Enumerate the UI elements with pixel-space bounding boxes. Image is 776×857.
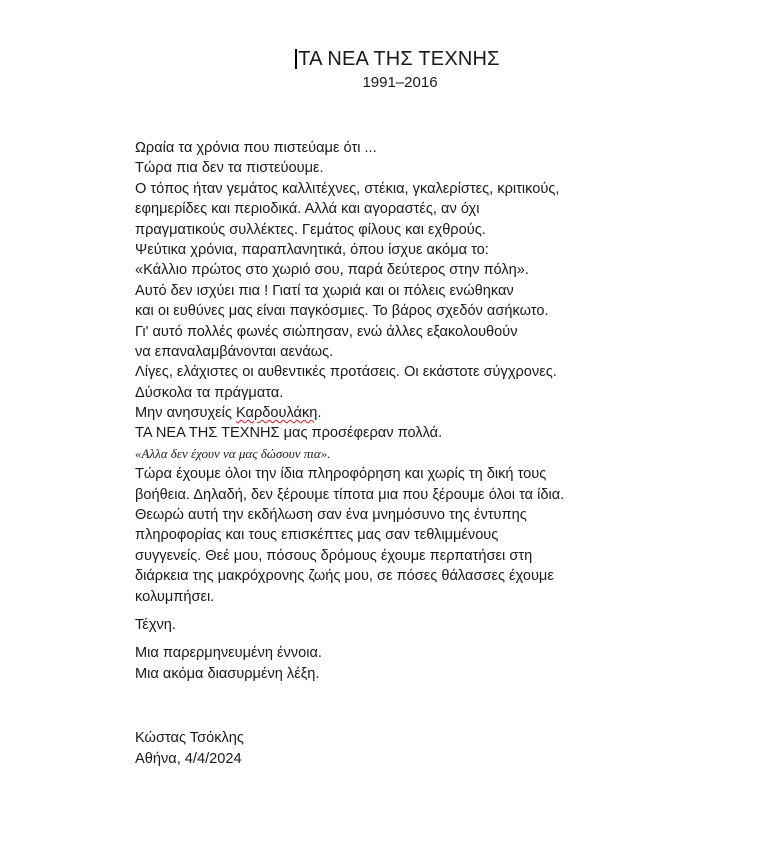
closing-line: Μια παρερμηνευμένη έννοια. [135, 645, 322, 662]
text-line: Ωραία τα χρόνια που πιστεύαμε ότι ... [135, 140, 377, 156]
quote-line: «Αλλα δεν έχουν να μας δώσουν πια». [135, 445, 331, 461]
text-line: Δύσκολα τα πράγματα. [135, 384, 284, 401]
text-line: ΤΑ ΝΕΑ ΤΗΣ ΤΕΧΝΗΣ μας προσέφεραν πολλά. [135, 425, 443, 442]
signature-name: Κώστας Τσόκλης [135, 730, 244, 747]
text-line: πληροφορίας και τους επισκέπτες μας σαν τεθλιμμένους [135, 527, 499, 544]
body-text [135, 138, 695, 769]
signature-place-date: Αθήνα, 4/4/2024 [135, 750, 242, 767]
signature-gap [135, 684, 695, 728]
text-line: Τώρα έχουμε όλοι την ίδια πληροφόρηση και χωρίς τη δική τους [135, 466, 547, 483]
text-line: «Κάλλιο πρώτος στο χωριό σου, παρά δεύτερος στην πόλη». [135, 262, 529, 279]
text-line: Λίγες, ελάχιστες οι αυθεντικές προτάσεις. Οι εκάστοτε σύγχρονες. [135, 364, 557, 381]
paragraph-gap [135, 607, 695, 615]
text-line: διάρκεια της μακρόχρονης ζωής μου, σε πόσες θάλασσες έχουμε [135, 568, 554, 585]
art-word: Τέχνη. [135, 616, 176, 633]
address-line [135, 403, 695, 423]
text-line: και οι ευθύνες μας είναι παγκόσμιες. Το βάρος σχεδόν ασήκωτο. [135, 303, 549, 320]
title-block [0, 47, 776, 93]
paragraph-gap [135, 635, 695, 643]
text-line: κολυμπήσει. [135, 588, 215, 605]
text-line: Ο τόπος ήταν γεμάτος καλλιτέχνες, στέκια, γκαλερίστες, κριτικούς, [135, 180, 560, 197]
text-line: βοήθεια. Δηλαδή, δεν ξέρουμε τίποτα μια που ξέρουμε όλοι τα ίδια. [135, 486, 565, 503]
misspelled-name[interactable]: Καρδουλάκη [235, 405, 318, 422]
text-line: Τώρα πια δεν τα πιστεύουμε. [135, 160, 324, 177]
closing-line: Μια ακόμα διασυρμένη λέξη. [135, 665, 320, 682]
text-line: Γι' αυτό πολλές φωνές σιώπησαν, ενώ άλλες εξακολουθούν [135, 323, 518, 340]
text-line: συγγενείς. Θεέ μου, πόσους δρόμους έχουμε περπατήσει στη [135, 547, 533, 564]
text-line: Θεωρώ αυτή την εκδήλωση σαν ένα μνημόσυνο της έντυπης [135, 507, 527, 524]
text-line: να επαναλαμβάνονται αενάως. [135, 343, 334, 360]
text-line: Ψεύτικα χρόνια, παραπλανητικά, όπου ίσχυε ακόμα το: [135, 241, 489, 258]
text-line: εφημερίδες και περιοδικά. Αλλά και αγοραστές, αν όχι [135, 201, 480, 218]
document-years: 1991–2016 [362, 74, 438, 91]
document-title-text: ΤΑ ΝΕΑ ΤΗΣ ΤΕΧΝΗΣ [298, 48, 500, 70]
address-prefix: Μην ανησυχείς [135, 405, 236, 422]
address-suffix: . [317, 405, 322, 422]
text-line: πραγματικούς συλλέκτες. Γεμάτος φίλους και εχθρούς. [135, 221, 486, 238]
text-cursor [295, 49, 297, 69]
document-title [298, 47, 500, 71]
text-line: Αυτό δεν ισχύει πια ! Γιατί τα χωριά και οι πόλεις ενώθηκαν [135, 282, 514, 299]
